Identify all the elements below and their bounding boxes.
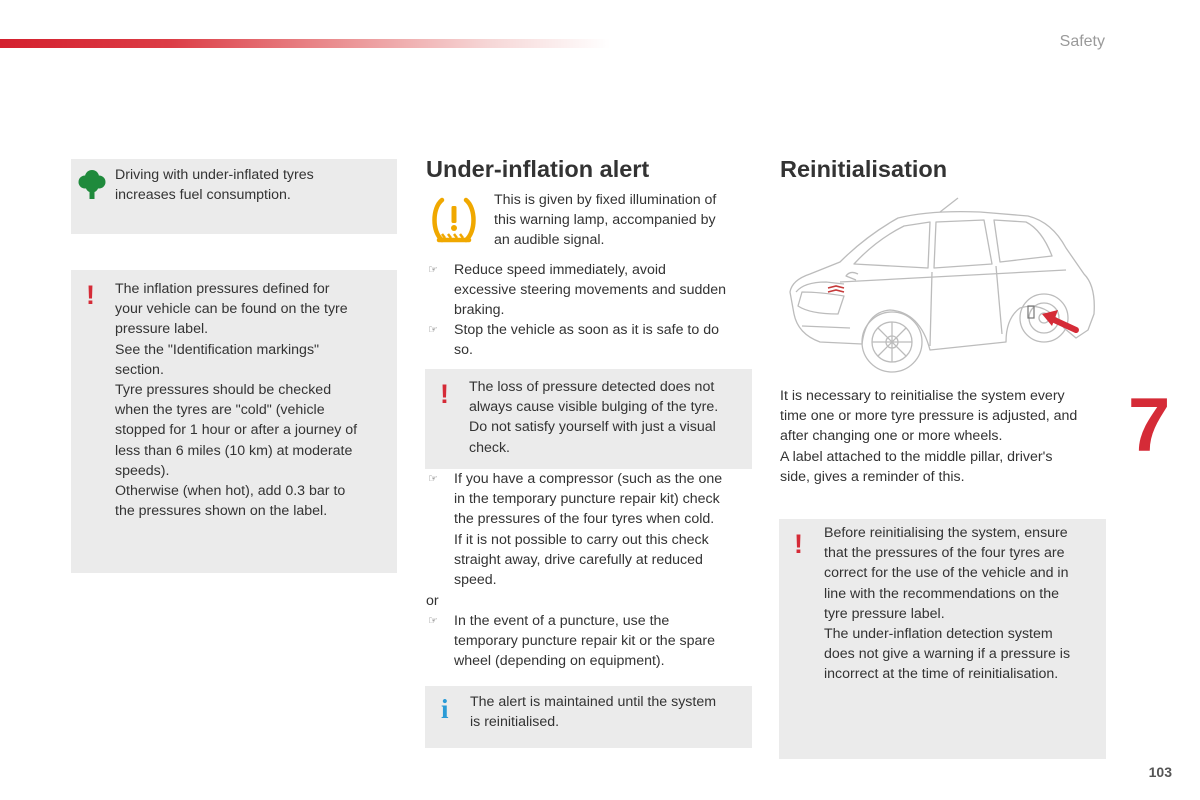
section-title: Safety — [1059, 33, 1105, 50]
tyre-pressure-warning-lamp-icon — [430, 196, 478, 251]
info-icon: i — [441, 694, 449, 724]
reinitialisation-body: It is necessary to reinitialise the system every time one or more tyre pressure is adjusted, and after changing one or more wheels. A label attached to the middle pillar, driver's side, gives a reminder of this. — [780, 388, 1078, 485]
or-text: or — [426, 593, 439, 609]
tree-icon — [77, 167, 107, 206]
bullet-hand-icon: ☞ — [428, 324, 438, 336]
exclamation-icon: ! — [86, 280, 95, 310]
header-accent-bar — [0, 39, 610, 48]
exclamation-icon: ! — [440, 379, 449, 409]
bullet-hand-icon: ☞ — [428, 615, 438, 627]
pressure-warning-box — [71, 270, 397, 573]
exclamation-icon: ! — [794, 529, 803, 559]
car-illustration — [780, 196, 1106, 385]
pressure-warning-text: The inflation pressures defined for your vehicle can be found on the tyre pressure label. See the "Identification markings" section. Tyre pressures should be checked when the tyres are "cold" (vehicle stopped for 1 hour or after a journey of less than 6 miles (10 km) at moderate speeds). Otherwise (when hot), add 0.3 bar to the pressures shown on the label. — [115, 281, 358, 520]
under-inflation-title: Under-inflation alert — [426, 156, 650, 182]
page-number: 103 — [1148, 764, 1172, 780]
bullet-hand-icon: ☞ — [428, 473, 438, 485]
eco-note-box — [71, 159, 397, 234]
reinitialisation-warning-text: Before reinitialising the system, ensure that the pressures of the four tyres are correct for the use of the vehicle and in line with the recommendations on the tyre pressure label. The under-inflation detection system does not give a warning if a pressure is incorrect at the time of reinitialisation. — [824, 525, 1071, 683]
bullet-compressor: If you have a compressor (such as the one in the temporary puncture repair kit) check the pressures of the four tyres when cold. If it is not possible to carry out this check straight away, drive carefully at reduced speed. — [454, 471, 723, 589]
info-note-box — [425, 686, 752, 748]
info-note-text: The alert is maintained until the system is reinitialised. — [470, 694, 717, 731]
bullet-puncture: In the event of a puncture, use the temporary puncture repair kit or the spare wheel (depending on equipment). — [454, 613, 716, 670]
eco-note-text: Driving with under-inflated tyres increases fuel consumption. — [115, 167, 314, 204]
alert-intro-text: This is given by fixed illumination of this warning lamp, accompanied by an audible signal. — [494, 192, 717, 249]
reinitialisation-warning-box — [779, 519, 1106, 759]
chapter-number: 7 — [1128, 383, 1171, 468]
reinitialisation-title: Reinitialisation — [780, 156, 948, 182]
bullet-reduce-speed: Reduce speed immediately, avoid excessive steering movements and sudden braking. — [454, 262, 727, 319]
bulge-warning-text: The loss of pressure detected does not always cause visible bulging of the tyre. Do not satisfy yourself with just a visual check. — [469, 379, 719, 456]
bullet-hand-icon: ☞ — [428, 264, 438, 276]
bullet-stop-vehicle: Stop the vehicle as soon as it is safe to do so. — [454, 322, 719, 359]
bulge-warning-box — [425, 369, 752, 469]
